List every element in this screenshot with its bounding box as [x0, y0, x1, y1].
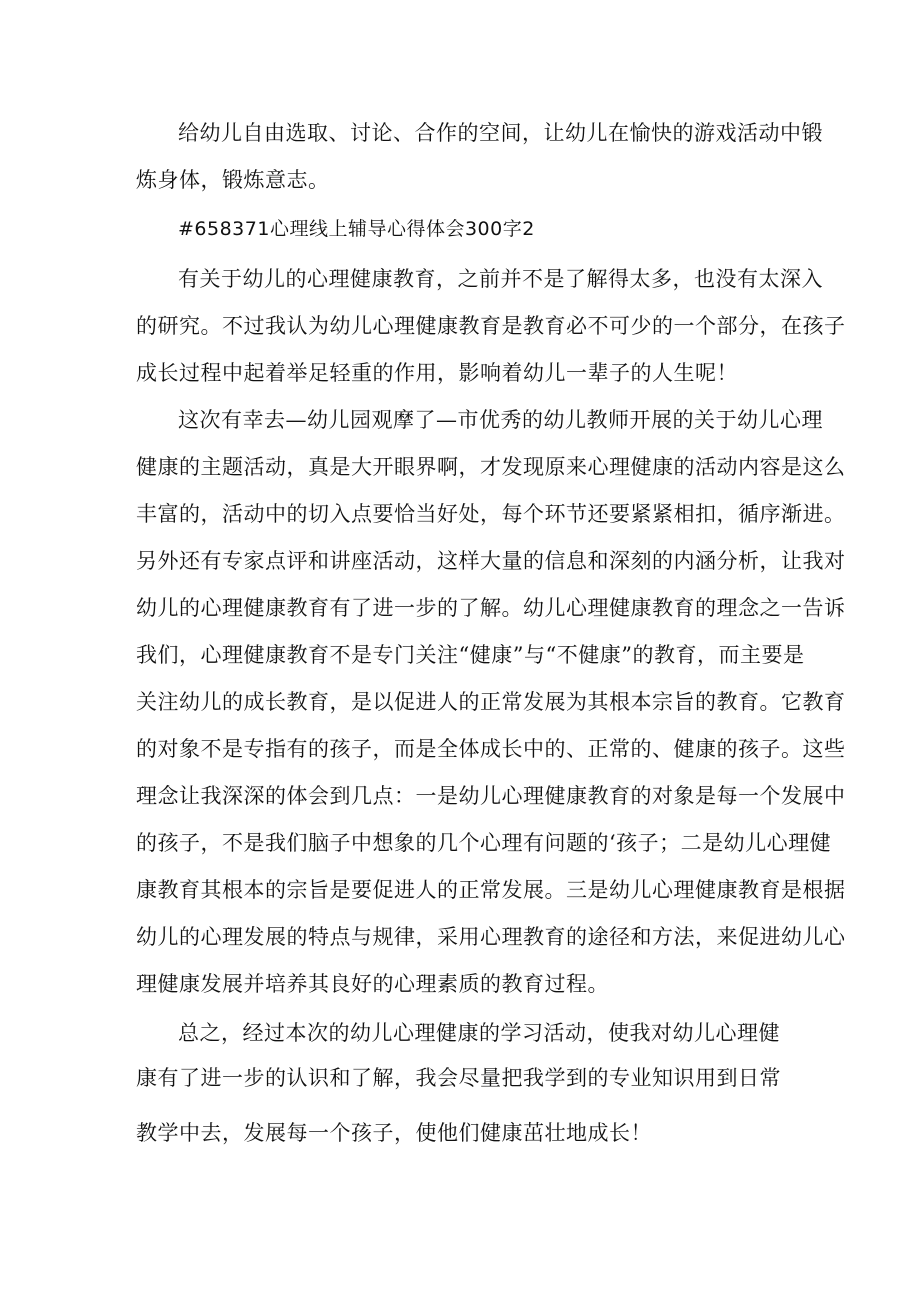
paragraph2-line-2: 健康的主题活动，真是大开眼界啊，才发现原来心理健康的活动内容是这么: [136, 455, 846, 479]
intro-line-2: 炼身体，锻炼意志。: [136, 168, 330, 192]
paragraph2-line-3: 丰富的，活动中的切入点要恰当好处，每个环节还要紧紧相扣，循序渐进。: [136, 502, 846, 526]
section-heading: #658371心理线上辅导心得体会300字2: [178, 218, 535, 240]
paragraph2-line-10: 的孩子，不是我们脑子中想象的几个心理有问题的‘孩子；二是幼儿心理健: [136, 831, 832, 855]
paragraph3-line-3: 教学中去，发展每一个孩子，使他们健康茁壮地成长！: [136, 1121, 652, 1145]
paragraph2-line-6: 我们，心理健康教育不是专门关注“健康”与“不健康”的教育，而主要是: [136, 643, 805, 667]
paragraph2-line-9: 理念让我深深的体会到几点：一是幼儿心理健康教育的对象是每一个发展中: [136, 784, 846, 808]
paragraph1-line-2: 的研究。不过我认为幼儿心理健康教育是教育必不可少的一个部分，在孩子: [136, 314, 846, 338]
paragraph2-line-8: 的对象不是专指有的孩子，而是全体成长中的、正常的、健康的孩子。这些: [136, 737, 846, 761]
paragraph1-line-3: 成长过程中起着举足轻重的作用，影响着幼儿一辈子的人生呢！: [136, 361, 738, 385]
paragraph2-line-4: 另外还有专家点评和讲座活动，这样大量的信息和深刻的内涵分析，让我对: [136, 549, 846, 573]
paragraph2-line-5: 幼儿的心理健康教育有了进一步的了解。幼儿心理健康教育的理念之一告诉: [136, 596, 846, 620]
paragraph3-line-1: 总之，经过本次的幼儿心理健康的学习活动，使我对幼儿心理健: [178, 1021, 780, 1045]
intro-line-1: 给幼儿自由选取、讨论、合作的空间，让幼儿在愉快的游戏活动中锻: [178, 121, 823, 145]
paragraph2-line-1: 这次有幸去—幼儿园观摩了—市优秀的幼儿教师开展的关于幼儿心理: [178, 408, 823, 432]
paragraph1-line-1: 有关于幼儿的心理健康教育，之前并不是了解得太多，也没有太深入: [178, 267, 823, 291]
paragraph3-line-2: 康有了进一步的认识和了解，我会尽量把我学到的专业知识用到日常: [136, 1066, 781, 1090]
paragraph2-line-7: 关注幼儿的成长教育，是以促进人的正常发展为其根本宗旨的教育。它教育: [136, 690, 846, 714]
paragraph2-line-11: 康教育其根本的宗旨是要促进人的正常发展。三是幼儿心理健康教育是根据: [136, 878, 846, 902]
paragraph2-line-12: 幼儿的心理发展的特点与规律，采用心理教育的途径和方法，来促进幼儿心: [136, 925, 846, 949]
paragraph2-line-13: 理健康发展并培养其良好的心理素质的教育过程。: [136, 972, 609, 996]
